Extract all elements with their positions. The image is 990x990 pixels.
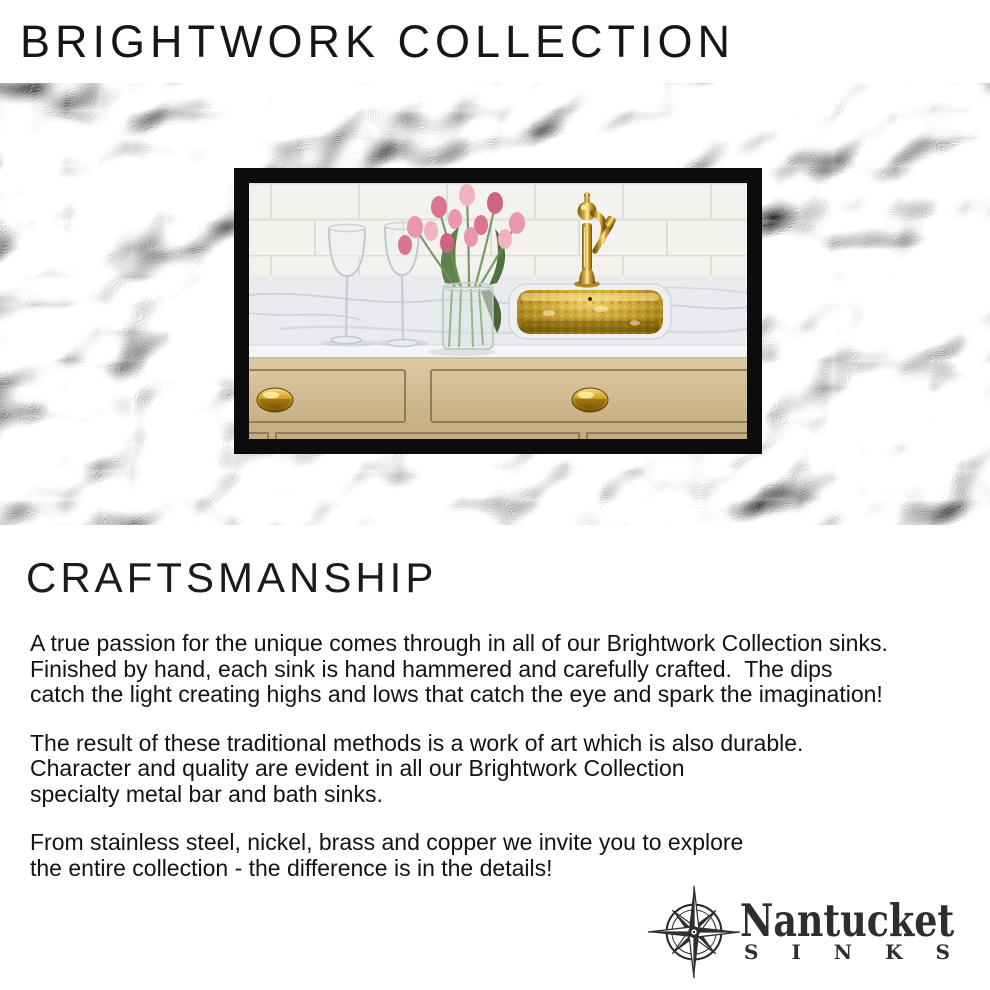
text-line: Finished by hand, each sink is hand hammered and carefully crafted. The dips bbox=[30, 655, 833, 682]
paragraph-3 bbox=[30, 830, 970, 881]
text-line: specialty metal bar and bath sinks. bbox=[30, 780, 383, 807]
section-heading: CRAFTSMANSHIP bbox=[26, 554, 438, 601]
brass-cup-pull bbox=[572, 388, 608, 412]
text-line: the entire collection - the difference is in the details! bbox=[30, 854, 553, 881]
kitchen-sink-photo bbox=[249, 183, 747, 439]
hero-banner bbox=[0, 83, 990, 525]
text-line: A true passion for the unique comes through in all of our Brightwork Collection sinks. bbox=[30, 630, 888, 656]
paragraph-2 bbox=[30, 731, 970, 808]
compass-rose-icon bbox=[646, 884, 742, 980]
framed-inset-photo bbox=[234, 168, 762, 454]
brass-cup-pull bbox=[257, 388, 293, 412]
page-title: BRIGHTWORK COLLECTION bbox=[20, 16, 736, 67]
body-copy bbox=[30, 631, 970, 904]
text-line: The result of these traditional methods is a work of art which is also durable. bbox=[30, 729, 804, 756]
text-line: catch the light creating highs and lows that catch the eye and spark the imagination! bbox=[30, 681, 883, 707]
paragraph-1 bbox=[30, 631, 970, 708]
brand-word: SINKS bbox=[744, 940, 983, 964]
cabinets bbox=[249, 359, 747, 439]
text-line: From stainless steel, nickel, brass and copper we invite you to explore bbox=[30, 829, 744, 855]
gold-hammered-sink bbox=[509, 284, 671, 339]
text-line: Character and quality are evident in all our Brightwork Collection bbox=[30, 755, 685, 781]
brand-name: Nantucket bbox=[740, 894, 955, 947]
nantucket-sinks-logo bbox=[646, 884, 983, 984]
